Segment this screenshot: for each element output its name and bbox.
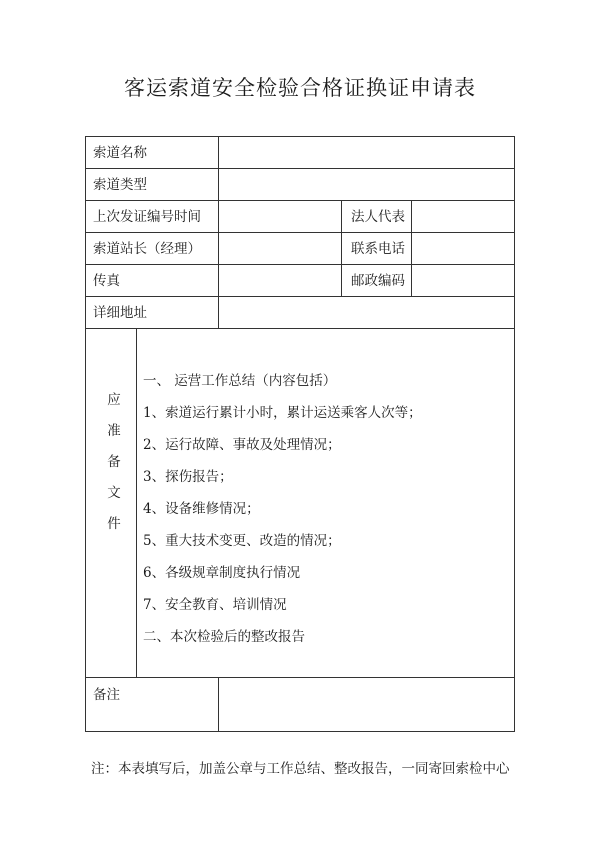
document-item: 1、索道运行累计小时，累计运送乘客人次等；	[143, 405, 422, 421]
postal-code-value[interactable]	[412, 265, 513, 296]
page-title: 客运索道安全检验合格证换证申请表	[124, 76, 476, 100]
application-form	[85, 136, 515, 732]
ropeway-type-value[interactable]	[219, 169, 513, 200]
documents-label-char: 备	[107, 454, 121, 470]
documents-label-char: 件	[107, 516, 121, 532]
legal-rep-label: 法人代表	[351, 209, 405, 225]
station-head-value[interactable]	[219, 233, 341, 264]
fax-value[interactable]	[219, 265, 341, 296]
document-item: 一、 运营工作总结（内容包括）	[143, 373, 337, 389]
document-item: 3、探伤报告；	[143, 469, 233, 485]
documents-label-char: 准	[107, 423, 121, 439]
document-item: 6、各级规章制度执行情况	[143, 565, 301, 581]
fax-label: 传真	[93, 273, 120, 289]
documents-label-char: 应	[107, 392, 121, 408]
ropeway-name-value[interactable]	[219, 137, 513, 168]
legal-rep-value[interactable]	[412, 201, 513, 232]
ropeway-name-label: 索道名称	[93, 145, 147, 161]
footnote: 注：本表填写后，加盖公章与工作总结、整改报告，一同寄回索检中心	[91, 761, 510, 777]
phone-label: 联系电话	[351, 241, 405, 257]
documents-vertical-label	[104, 390, 124, 545]
document-item: 4、设备维修情况；	[143, 501, 260, 517]
address-value[interactable]	[219, 297, 513, 328]
remarks-value[interactable]	[219, 678, 513, 732]
last-cert-value[interactable]	[219, 201, 341, 232]
ropeway-type-label: 索道类型	[93, 177, 147, 193]
document-item: 7、安全教育、培训情况	[143, 597, 287, 613]
document-item: 5、重大技术变更、改造的情况；	[143, 533, 341, 549]
remarks-label: 备注	[93, 687, 120, 703]
document-item: 2、运行故障、事故及处理情况；	[143, 437, 341, 453]
documents-section	[86, 328, 514, 677]
last-cert-label: 上次发证编号时间	[93, 209, 201, 225]
postal-code-label: 邮政编码	[351, 273, 405, 289]
station-head-label: 索道站长（经理）	[93, 241, 201, 257]
documents-label-char: 文	[107, 485, 121, 501]
address-label: 详细地址	[93, 305, 147, 321]
phone-value[interactable]	[412, 233, 513, 264]
document-item: 二、本次检验后的整改报告	[143, 629, 305, 645]
